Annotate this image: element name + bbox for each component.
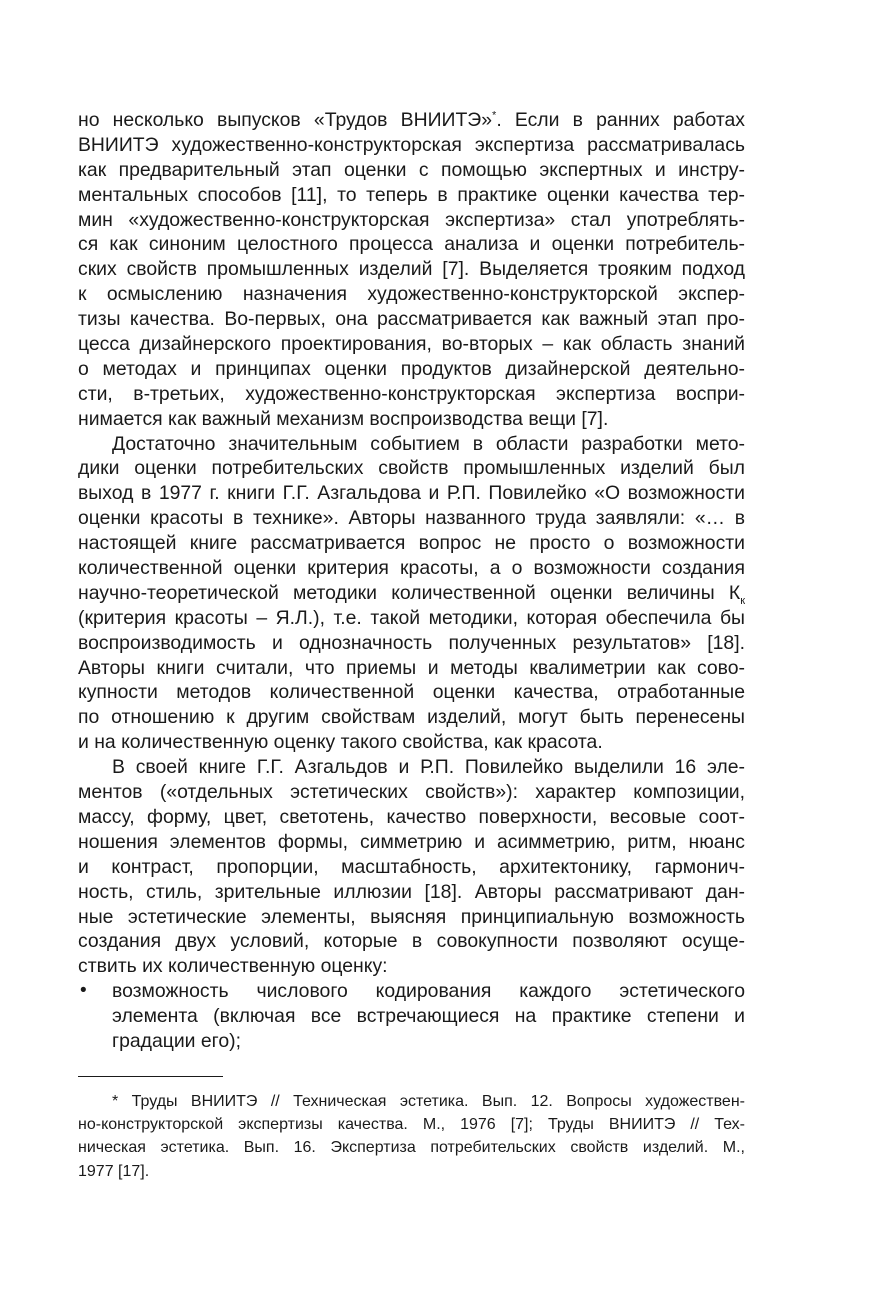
footnote-divider [78,1076,223,1077]
text-line: создания двух условий, которые в совокупности позволяют осуще- [78,930,745,953]
footnote-line: но-конструкторской экспертизы качества. М., 1976 [7]; Труды ВНИИТЭ // Тех- [78,1116,745,1134]
text-line: В своей книге Г.Г. Азгальдов и Р.П. Повилейко выделили 16 эле- [112,756,745,779]
text-line: нимается как важный механизм воспроизводства вещи [7]. [78,407,609,430]
text-line: количественной оценки критерия красоты, а о возможности создания [78,557,745,580]
text-line: и контраст, пропорции, масштабность, архитектонику, гармонич- [78,855,745,878]
text-line: ских свойств промышленных изделий [7]. Выделяется трояким подход [78,258,745,281]
bullet-icon: • [80,980,87,1002]
text-line: ся как синоним целостного процесса анализа и оценки потребитель- [78,233,745,256]
text-line: научно-теоретической методики количественной оценки величины $К_к$ [78,581,745,607]
text-line: градации его); [112,1029,241,1052]
page-body [78,108,745,1054]
text-line: цесса дизайнерского проектирования, во-вторых – как область знаний [78,333,745,356]
text-line: к осмыслению назначения художественно-конструкторской экспер- [78,283,745,306]
subscript: к [740,594,745,607]
text-line: возможность числового кодирования каждого эстетического [112,980,745,1003]
text-line: но несколько выпусков «Трудов ВНИИТЭ»*. Если в ранних работах [78,109,745,131]
text-line: Авторы книги считали, что приемы и методы квалиметрии как сово- [78,656,745,679]
text-line: купности методов количественной оценки качества, отработанные [78,681,745,704]
paragraph-1 [78,108,745,432]
paragraph-2 [78,432,745,756]
text-line: массу, форму, цвет, светотень, качество поверхности, весовые соот- [78,805,745,828]
text-line: оценки красоты в технике». Авторы названного труда заявляли: «… в [78,507,745,530]
footnote [78,1090,745,1183]
text-line: ментальных способов [11], то теперь в практике оценки качества тер- [78,183,745,206]
paragraph-3 [78,755,745,979]
footnote-marker[interactable]: * [492,109,497,122]
text-line: тизы качества. Во-первых, она рассматривается как важный этап про- [78,308,745,331]
text-line: ность, стиль, зрительные иллюзии [18]. Авторы рассматривают дан- [78,880,745,903]
text-line: дики оценки потребительских свойств промышленных изделий был [78,457,745,480]
text-line: и на количественную оценку такого свойства, как красота. [78,731,603,754]
footnote-line: ническая эстетика. Вып. 16. Экспертиза потребительских свойств изделий. М., [78,1139,745,1157]
text-line: настоящей книге рассматривается вопрос не просто о возможности [78,532,745,555]
text-line: о методах и принципах оценки продуктов дизайнерской деятельно- [78,357,745,380]
text-line: ные эстетические элементы, выясняя принципиальную возможность [78,905,745,928]
text-line: ВНИИТЭ художественно-конструкторская экспертиза рассматривалась [78,133,745,156]
text-line: воспроизводимость и однозначность полученных результатов» [18]. [78,631,745,654]
text-line: по отношению к другим свойствам изделий, могут быть перенесены [78,706,745,729]
text-line: ношения элементов формы, симметрию и асимметрию, ритм, нюанс [78,830,745,853]
text-line: выход в 1977 г. книги Г.Г. Азгальдова и Р.П. Повилейко «О возможности [78,482,745,505]
text-line: (критерия красоты – Я.Л.), т.е. такой методики, которая обеспечила бы [78,606,745,629]
text-line: ствить их количественную оценку: [78,955,388,978]
text-line: ментов («отдельных эстетических свойств»): характер композиции, [78,781,745,804]
text-line: элемента (включая все встречающиеся на практике степени и [112,1005,745,1028]
bullet-item [78,979,745,1054]
text-line: Достаточно значительным событием в области разработки мето- [112,432,745,455]
text-line: как предварительный этап оценки с помощью экспертных и инстру- [78,158,745,181]
text-line: сти, в-третьих, художественно-конструкторская экспертиза воспри- [78,382,745,405]
footnote-line: * Труды ВНИИТЭ // Техническая эстетика. Вып. 12. Вопросы художествен- [112,1093,745,1110]
footnote-line: 1977 [17]. [78,1162,150,1180]
text-line: мин «художественно-конструкторская экспертиза» стал употреблять- [78,208,745,231]
